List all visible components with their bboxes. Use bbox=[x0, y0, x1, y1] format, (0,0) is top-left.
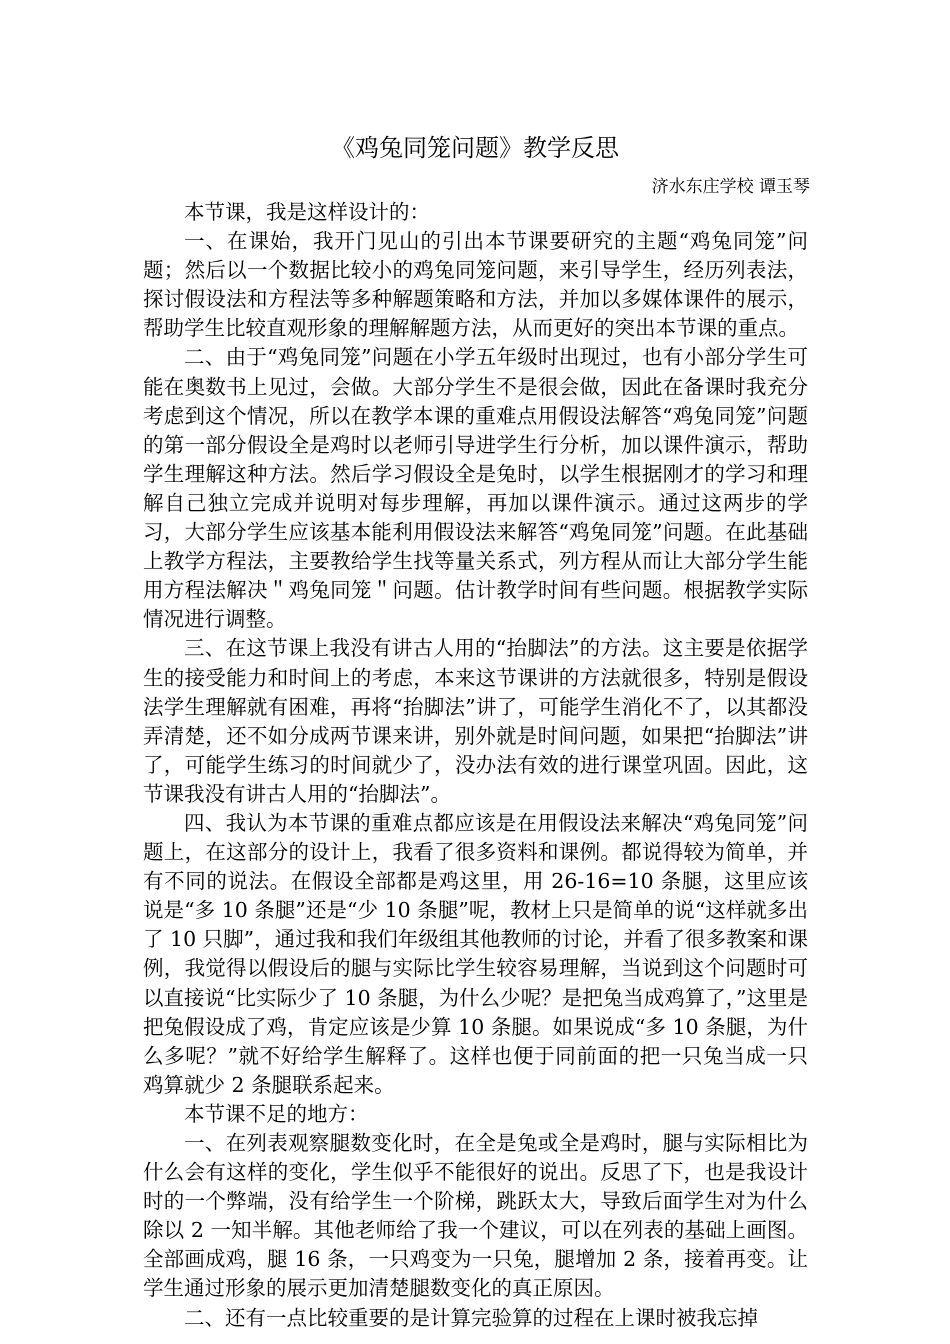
paragraph: 三、在这节课上我没有讲古人用的“抬脚法”的方法。这主要是依据学生的接受能力和时间上的考虑，本来这节课讲的方法就很多，特别是假设法学生理解就有困难，再将“抬脚法”讲了，可能学生消化不了，以其都没弄清楚，还不如分成两节课来讲，别外就是时间问题，如果把“抬脚法”讲了，可能学生练习的时间就少了，没办法有效的进行课堂巩固。因此，这节课我没有讲古人用的“抬脚法”。 bbox=[143, 636, 808, 806]
paragraph: 本节课，我是这样设计的： bbox=[184, 200, 430, 224]
paragraph: 本节课不足的地方： bbox=[184, 1101, 369, 1126]
paragraph: 一、在课始，我开门见山的引出本节课要研究的主题“鸡兔同笼”问题；然后以一个数据比较小的鸡兔同笼问题，来引导学生，经历列表法，探讨假设法和方程法等多种解题策略和方法，并加以多媒体课件的展示，帮助学生比较直观形象的理解解题方法，从而更好的突出本节课的重点。 bbox=[143, 229, 808, 341]
paragraph: 四、我认为本节课的重难点都应该是在用假设法来解决“鸡兔同笼”问题上，在这部分的设计上，我看了很多资料和课例。都说得较为简单，并有不同的说法。在假设全部都是鸡这里，用 26-16=10 条腿，这里应该说是“多 10 条腿”还是“少 10 条腿”呢，教材上只是简单的说“这样就多出了 10 只脚”，通过我和我们年级组其他教师的讨论，并看了很多教案和课例，我觉得以假设后的腿与实际比学生较容易理解，当说到这个问题时可以直接说“比实际少了 10 条腿，为什么少呢？是把兔当成鸡算了，”这里是把兔假设成了鸡，肯定应该是少算 10 条腿。如果说成“多 10 条腿，为什么多呢？”就不好给学生解释了。这样也便于同前面的把一只兔当成一只鸡算就少 2 条腿联系起来。 bbox=[143, 810, 808, 1097]
document-body bbox=[143, 198, 808, 1333]
document-author: 济水东庄学校 谭玉琴 bbox=[651, 177, 810, 197]
paragraph: 二、还有一点比较重要的是计算完验算的过程在上课时被我忘掉 bbox=[184, 1305, 758, 1330]
paragraph: 一、在列表观察腿数变化时，在全是兔或全是鸡时，腿与实际相比为什么会有这样的变化，学生似乎不能很好的说出。反思了下，也是我设计时的一个弊端，没有给学生一个阶梯，跳跃太大，导致后面学生对为什么除以 2 一知半解。其他老师给了我一个建议，可以在列表的基础上画图。全部画成鸡，腿 16 条，一只鸡变为一只兔，腿增加 2 条，接着再变。让学生通过形象的展示更加清楚腿数变化的真正原因。 bbox=[143, 1131, 808, 1301]
paragraph: 二、由于“鸡兔同笼”问题在小学五年级时出现过，也有小部分学生可能在奥数书上见过，会做。大部分学生不是很会做，因此在备课时我充分考虑到这个情况，所以在教学本课的重难点用假设法解答“鸡兔同笼”问题的第一部分假设全是鸡时以老师引导进学生行分析，加以课件演示，帮助学生理解这种方法。然后学习假设全是兔时，以学生根据刚才的学习和理解自己独立完成并说明对每步理解，再加以课件演示。通过这两步的学习，大部分学生应该基本能利用假设法来解答“鸡兔同笼”问题。在此基础上教学方程法，主要教给学生找等量关系式，列方程从而让大部分学生能用方程法解决＂鸡兔同笼＂问题。估计教学时间有些问题。根据教学实际情况进行调整。 bbox=[143, 345, 808, 632]
document-title: 《鸡兔同笼问题》教学反思 bbox=[331, 134, 619, 162]
